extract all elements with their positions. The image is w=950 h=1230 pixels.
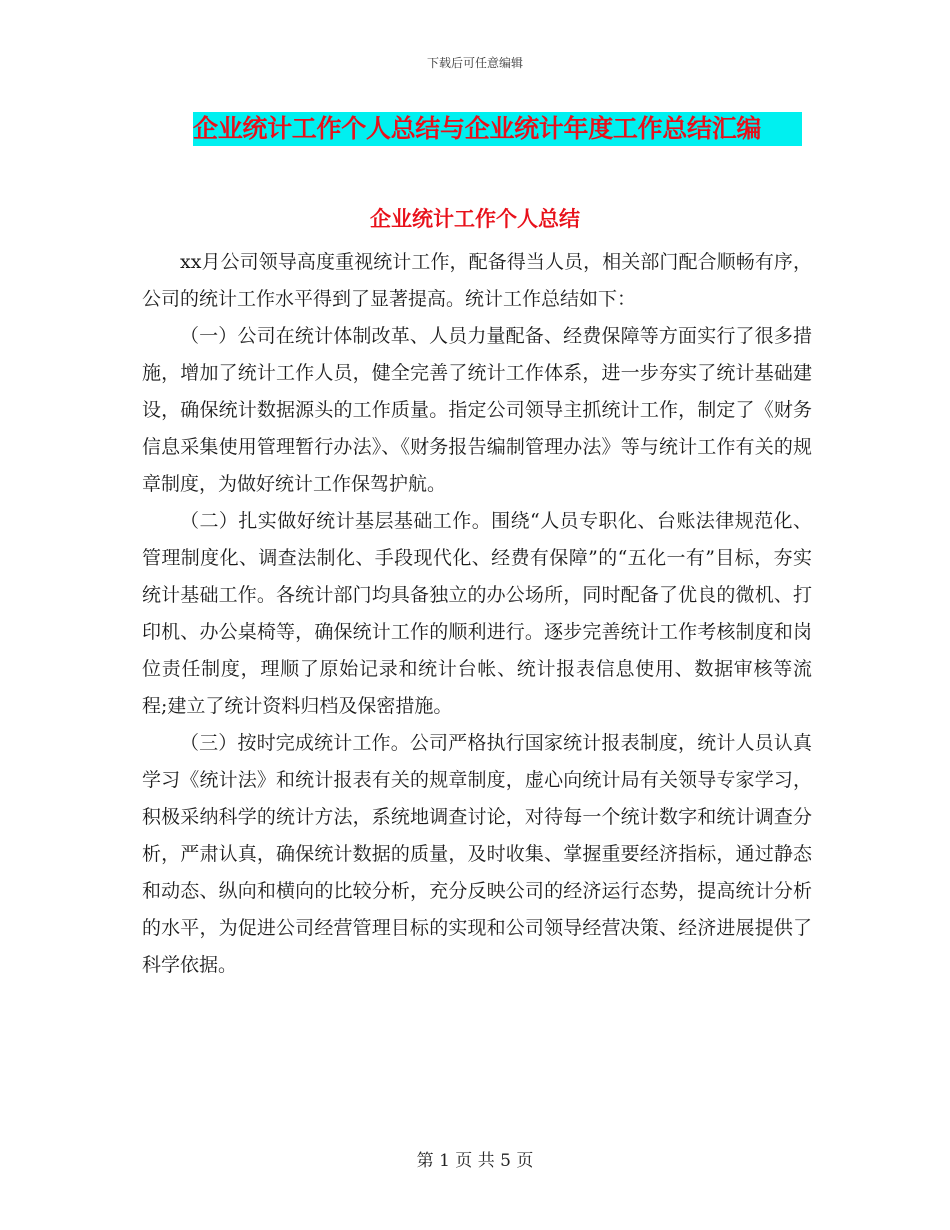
header-note: 下载后可任意编辑 (426, 56, 523, 70)
document-section-title: 企业统计工作个人总结 (370, 207, 580, 231)
document-body (142, 244, 812, 984)
body-paragraph: （二）扎实做好统计基层基础工作。围绕“人员专职化、台账法律规范化、管理制度化、调查法制化、手段现代化、经费有保障”的“五化一有”目标，夯实统计基础工作。各统计部门均具备独立的办公场所，同时配备了优良的微机、打印机、办公桌椅等，确保统计工作的顺利进行。逐步完善统计工作考核制度和岗位责任制度，理顺了原始记录和统计台帐、统计报表信息使用、数据审核等流程;建立了统计资料归档及保密措施。 (142, 510, 812, 717)
page-indicator: 第 1 页 共 5 页 (416, 1151, 534, 1171)
body-paragraph: （三）按时完成统计工作。公司严格执行国家统计报表制度，统计人员认真学习《统计法》和统计报表有关的规章制度，虚心向统计局有关领导专家学习，积极采纳科学的统计方法，系统地调查讨论，对待每一个统计数字和统计调查分析，严肃认真，确保统计数据的质量，及时收集、掌握重要经济指标，通过静态和动态、纵向和横向的比较分析，充分反映公司的经济运行态势，提高统计分析的水平，为促进公司经营管理目标的实现和公司领导经营决策、经济进展提供了科学依据。 (142, 732, 812, 976)
document-main-title: 企业统计工作个人总结与企业统计年度工作总结汇编 (193, 112, 802, 146)
body-paragraph: xx月公司领导高度重视统计工作，配备得当人员，相关部门配合顺畅有序，公司的统计工作水平得到了显著提高。统计工作总结如下： (142, 251, 812, 310)
body-paragraph: （一）公司在统计体制改革、人员力量配备、经费保障等方面实行了很多措施，增加了统计工作人员，健全完善了统计工作体系，进一步夯实了统计基础建设，确保统计数据源头的工作质量。指定公司领导主抓统计工作，制定了《财务信息采集使用管理暂行办法》、《财务报告编制管理办法》等与统计工作有关的规章制度，为做好统计工作保驾护航。 (142, 325, 812, 495)
